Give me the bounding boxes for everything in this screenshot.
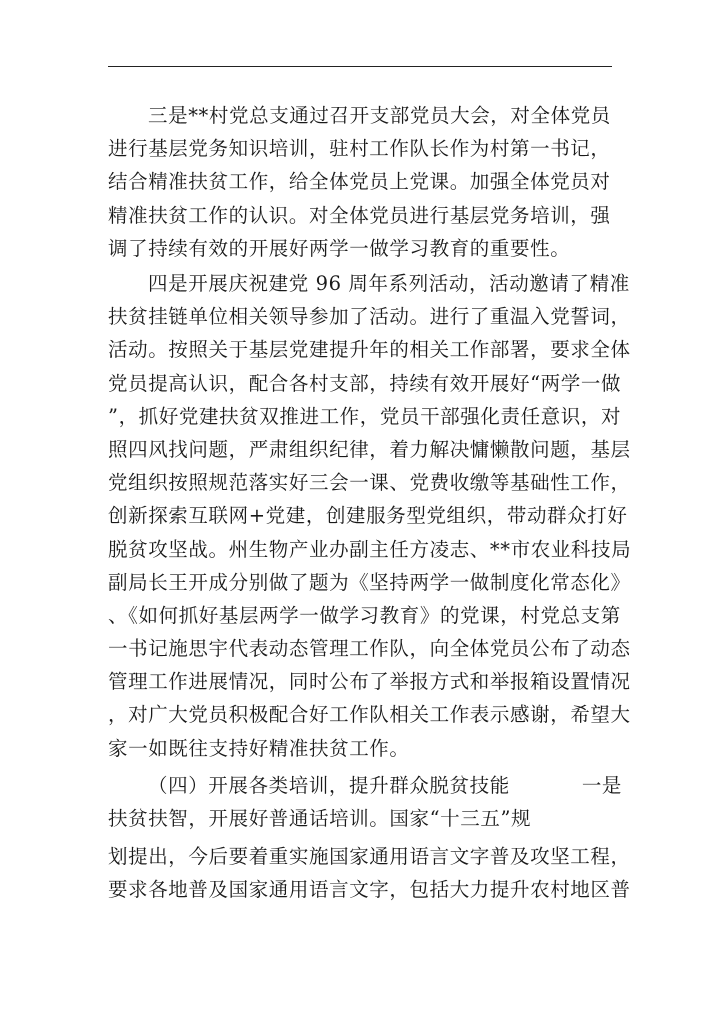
heading-tail: 一是 (581, 774, 623, 797)
text-line: 创新探索互联网+党建，创建服务型党组织，带动群众打好 (108, 504, 628, 528)
text-line: ”，抓好党建扶贫双推进工作，党员干部强化责任意识，对 (108, 404, 622, 428)
text-line: 扶贫挂链单位相关领导参加了活动。进行了重温入党誓词， (108, 305, 631, 329)
text-line: 四是开展庆祝建党 96 周年系列活动，活动邀请了精准 (148, 272, 630, 295)
text-line: 三是**村党总支通过召开支部党员大会，对全体党员 (148, 104, 611, 127)
paragraph-mandarin-training (108, 840, 631, 906)
text-line: 精准扶贫工作的认识。对全体党员进行基层党务培训，强 (108, 203, 611, 227)
section-heading-training (108, 769, 623, 835)
text-line: 党组织按照规范落实好三会一课、党费收缴等基础性工作， (108, 471, 631, 495)
text-line: 活动。按照关于基层党建提升年的相关工作部署，要求全体 (108, 338, 631, 362)
text-line: 党员提高认识，配合各村支部，持续有效开展好“两学一做 (108, 371, 622, 395)
paragraph-anniversary-activities (108, 267, 632, 765)
text-line: 划提出，今后要着重实施国家通用语言文字普及攻坚工程， (108, 845, 631, 868)
header-rule (108, 66, 612, 67)
text-line: 进行基层党务知识培训，驻村工作队长作为村第一书记， (108, 137, 611, 161)
paragraph-party-training (108, 99, 611, 265)
section-heading: （四）开展各类培训，提升群众脱贫技能 (148, 774, 510, 797)
text-line: 一书记施思宇代表动态管理工作队，向全体党员公布了动态 (108, 637, 631, 661)
text-line: 要求各地普及国家通用语言文字，包括大力提升农村地区普 (108, 878, 631, 902)
text-line: 副局长王开成分别做了题为《坚持两学一做制度化常态化》 (108, 570, 631, 594)
text-line: 脱贫攻坚战。州生物产业办副主任方凌志、**市农业科技局 (108, 537, 632, 561)
heading-line (108, 769, 623, 802)
text-line: 、《如何抓好基层两学一做学习教育》的党课，村党总支第 (108, 603, 621, 627)
text-line: 调了持续有效的开展好两学一做学习教育的重要性。 (108, 236, 571, 260)
text-line: 管理工作进展情况，同时公布了举报方式和举报箱设置情况 (108, 670, 631, 694)
text-line: 扶贫扶智，开展好普通话培训。国家“十三五”规 (108, 807, 532, 831)
text-line: 结合精准扶贫工作，给全体党员上党课。加强全体党员对 (108, 170, 611, 194)
text-line: 家一如既往支持好精准扶贫工作。 (108, 736, 410, 760)
text-line: ，对广大党员积极配合好工作队相关工作表示感谢，希望大 (108, 703, 631, 727)
text-line: 照四风找问题，严肃组织纪律，着力解决慵懒散问题，基层 (108, 437, 631, 461)
